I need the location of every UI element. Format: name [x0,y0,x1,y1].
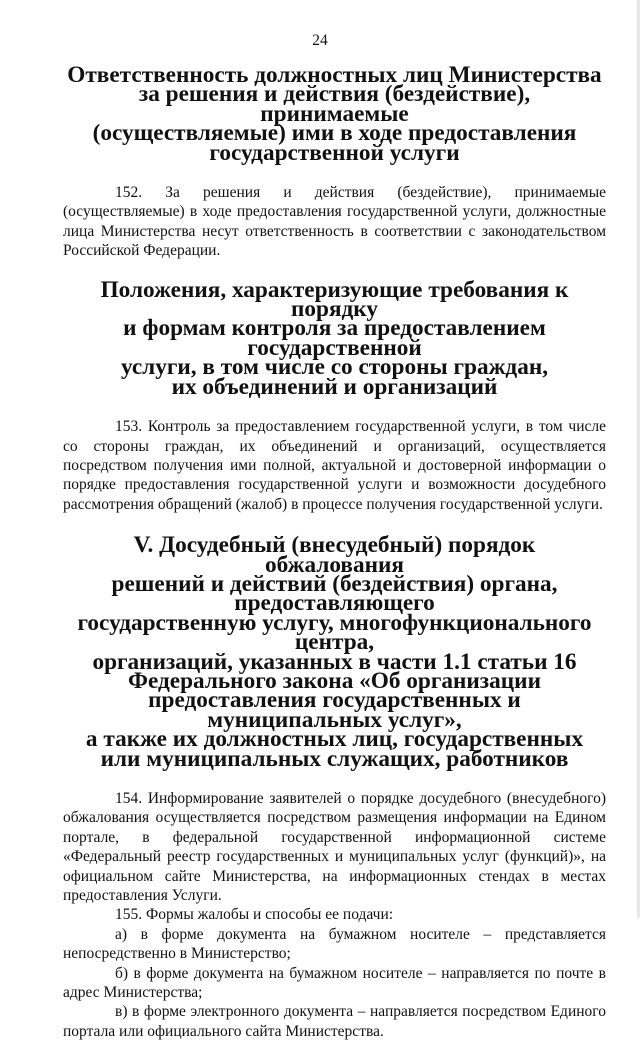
heading-line: Федерального закона «Об организации [128,667,541,694]
heading-line: их объединений и организаций [171,373,498,400]
heading-line: государственную услугу, многофункционального центра, [77,609,592,656]
paragraph-152: 152. За решения и действия (бездействие), принимаемые (осуществляемые) в ходе предоставления государственной услуги, должностные лица Министерства несут ответственность в соответствии с законодательством Российской Федерации. [63,184,606,260]
paragraph-153: 153. Контроль за предоставлением государственной услуги, в том числе со стороны граждан, их объединений и организаций, осуществляется посредством получения ими полной, актуальной и достоверной информации о порядке предоставления государственной услуги и возможности досудебного рассмотрения обращений (жалоб) в процессе получения государственной услуги. [63,418,606,513]
heading-line: государственной услуги [209,139,460,166]
heading-line: предоставления государственных и муниципальных услуг», [148,687,521,733]
section-heading-responsibility [63,62,606,166]
page-number: 24 [312,32,328,49]
heading-line: за решения и действия (бездействие), принимаемые [138,81,531,127]
section-heading-control [63,276,606,400]
heading-line: или муниципальных служащих, работников [100,745,569,772]
heading-line: (осуществляемые) ими в ходе предоставления [92,120,577,147]
paragraph-154: 154. Информирование заявителей о порядке досудебного (внесудебного) обжалования осуществляется посредством размещения информации на Едином портале, в федеральной государственной информационной системе «Федеральный реестр государственных и муниципальных услуг (функций)», на официальном сайте Министерства, на информационных стендах в местах предоставления Услуги. [63,790,606,905]
heading-line: услуги, в том числе со стороны граждан, [120,354,549,381]
paragraph-item-a: а) в форме документа на бумажном носителе – представляется непосредственно в Министерство; [63,925,606,963]
page-content [63,62,606,1041]
heading-line: Ответственность должностных лиц Министерства [67,62,602,88]
heading-line: и формам контроля за предоставлением государственной [123,315,546,361]
paragraph-155: 155. Формы жалобы и способы ее подачи: [115,906,394,924]
paragraph-item-c: в) в форме электронного документа – направляется посредством Единого портала или официального сайта Министерства. [63,1003,606,1040]
paragraph-item-b: б) в форме документа на бумажном носителе – направляется по почте в адрес Министерства; [63,964,606,1002]
section-heading-appeal [63,532,606,772]
heading-line: V. Досудебный (внесудебный) порядок обжалования [133,532,536,578]
heading-line: организаций, указанных в части 1.1 статьи 16 [92,648,577,675]
heading-line: решений и действий (бездействия) органа, предоставляющего [111,570,558,617]
heading-line: Положения, характеризующие требования к порядку [100,276,569,323]
heading-line: а также их должностных лиц, государственных [85,726,584,753]
